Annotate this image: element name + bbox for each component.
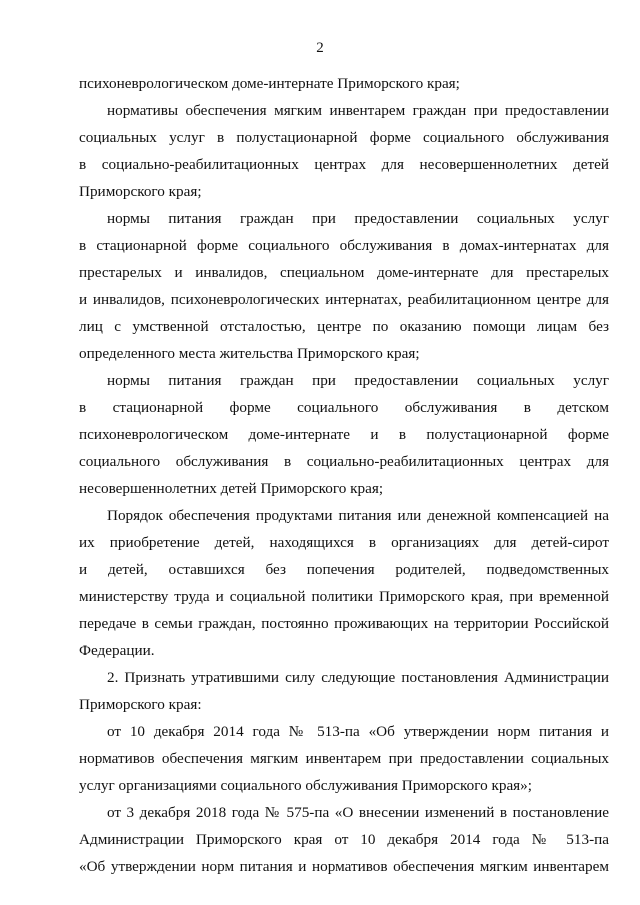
text-line: Федерации. [79, 642, 155, 659]
text-line: психоневрологическом доме-интернате и в полустационарной форме [79, 426, 609, 443]
text-line: нормативы обеспечения мягким инвентарем граждан при предоставлении [107, 102, 609, 119]
text-line: от 3 декабря 2018 года № 575-па «О внесении изменений в постановление [107, 804, 609, 821]
page-number: 2 [316, 40, 324, 56]
text-line: от 10 декабря 2014 года № 513-па «Об утверждении норм питания и [107, 723, 609, 740]
text-line: Приморского края: [79, 696, 202, 713]
text-line: в стационарной форме социального обслуживания в домах-интернатах для [79, 237, 609, 254]
text-line: нормы питания граждан при предоставлении социальных услуг [107, 372, 609, 389]
text-line: передаче в семьи граждан, постоянно проживающих на территории Российской [79, 615, 609, 632]
text-line: Администрации Приморского края от 10 декабря 2014 года № 513-па [79, 831, 609, 848]
text-line: социального обслуживания в социально-реабилитационных центрах для [79, 453, 609, 470]
text-line: социальных услуг в полустационарной форме социального обслуживания [79, 129, 609, 146]
text-line: и детей, оставшихся без попечения родителей, подведомственных [79, 561, 609, 578]
text-line: в социально-реабилитационных центрах для несовершеннолетних детей [79, 156, 609, 173]
text-line: в стационарной форме социального обслуживания в детском [79, 399, 609, 416]
text-line: Приморского края; [79, 183, 202, 200]
text-line: «Об утверждении норм питания и нормативов обеспечения мягким инвентарем [79, 858, 609, 875]
text-line: министерству труда и социальной политики Приморского края, при временной [79, 588, 609, 605]
text-line: нормативов обеспечения мягким инвентарем при предоставлении социальных [79, 750, 609, 767]
text-line: их приобретение детей, находящихся в организациях для детей-сирот [79, 534, 609, 551]
text-line: престарелых и инвалидов, специальном доме-интернате для престарелых [79, 264, 609, 281]
text-line: 2. Признать утратившими силу следующие постановления Администрации [107, 669, 609, 686]
text-line: Порядок обеспечения продуктами питания или денежной компенсацией на [107, 507, 609, 524]
text-line: нормы питания граждан при предоставлении социальных услуг [107, 210, 609, 227]
text-line: услуг организациями социального обслуживания Приморского края»; [79, 777, 532, 794]
text-line: лиц с умственной отсталостью, центре по оказанию помощи лицам без [79, 318, 609, 335]
text-line: определенного места жительства Приморского края; [79, 345, 420, 362]
text-line: и инвалидов, психоневрологических интернатах, реабилитационном центре для [79, 291, 609, 308]
text-line: несовершеннолетних детей Приморского края; [79, 480, 384, 497]
text-line: психоневрологическом доме-интернате Приморского края; [79, 75, 460, 92]
